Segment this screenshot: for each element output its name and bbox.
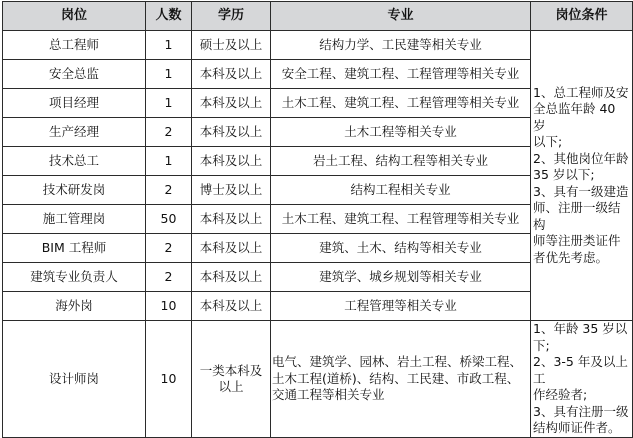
cell-major [271,321,531,438]
cell-position: BIM 工程师 [3,234,146,263]
cell-count: 1 [146,89,192,118]
header-position: 岗位 [3,2,146,31]
cell-conditions-designer [531,321,633,438]
cell-major: 结构力学、工民建等相关专业 [271,31,531,60]
cell-position: 海外岗 [3,292,146,321]
cell-major: 建筑学、城乡规划等相关专业 [271,263,531,292]
cell-count: 2 [146,234,192,263]
cell-major: 安全工程、建筑工程、工程管理等相关专业 [271,60,531,89]
cell-education: 硕士及以上 [192,31,271,60]
cell-education: 本科及以上 [192,292,271,321]
cell-major: 建筑、土木、结构等相关专业 [271,234,531,263]
cell-major: 土木工程等相关专业 [271,118,531,147]
conditions-designer-text: 1、年龄 35 岁以下; 2、3-5 年及以上工 作经验者; 3、具有注册一级 结构师证件者。 [533,321,629,435]
header-education: 学历 [192,2,271,31]
header-count: 人数 [146,2,192,31]
cell-position: 设计师岗 [3,321,146,438]
cell-position: 技术研发岗 [3,176,146,205]
cell-education: 本科及以上 [192,147,271,176]
cell-education: 本科及以上 [192,118,271,147]
cell-count: 1 [146,31,192,60]
cell-count: 2 [146,263,192,292]
cell-major: 工程管理等相关专业 [271,292,531,321]
cell-position: 技术总工 [3,147,146,176]
cell-major: 土木工程、建筑工程、工程管理等相关专业 [271,205,531,234]
cell-education: 本科及以上 [192,263,271,292]
cell-count: 1 [146,60,192,89]
cell-count: 10 [146,321,192,438]
cell-education [192,321,271,438]
header-major: 专业 [271,2,531,31]
cell-count: 10 [146,292,192,321]
major-text: 电气、建筑学、园林、岩土工程、桥梁工程、 土木工程(道桥)、结构、工民建、市政工程、 交通工程等相关专业 [272,354,523,402]
cell-conditions-general [531,31,633,321]
cell-education: 博士及以上 [192,176,271,205]
cell-position: 安全总监 [3,60,146,89]
cell-position: 建筑专业负责人 [3,263,146,292]
cell-education: 本科及以上 [192,89,271,118]
cell-count: 1 [146,147,192,176]
cell-count: 2 [146,176,192,205]
cell-position: 生产经理 [3,118,146,147]
cell-education: 本科及以上 [192,234,271,263]
cell-education: 本科及以上 [192,60,271,89]
cell-major: 岩土工程、结构工程等相关专业 [271,147,531,176]
cell-education: 本科及以上 [192,205,271,234]
cell-position: 项目经理 [3,89,146,118]
cell-count: 2 [146,118,192,147]
table-row [3,321,633,438]
education-text: 一类本科及 以上 [199,362,263,394]
table-row [3,31,633,60]
cell-count: 50 [146,205,192,234]
recruitment-table [2,1,633,438]
conditions-general-text: 1、总工程师及安 全总监年龄 40 岁 以下; 2、其他岗位年龄 35 岁以下; 3、具有一级建造 师、注册一级结构 师等注册类证件 者优先考虑。 [533,84,629,265]
cell-position: 施工管理岗 [3,205,146,234]
cell-major: 结构工程相关专业 [271,176,531,205]
cell-position: 总工程师 [3,31,146,60]
header-conditions: 岗位条件 [531,2,633,31]
table-header-row [3,2,633,31]
cell-major: 土木工程、建筑工程、工程管理等相关专业 [271,89,531,118]
